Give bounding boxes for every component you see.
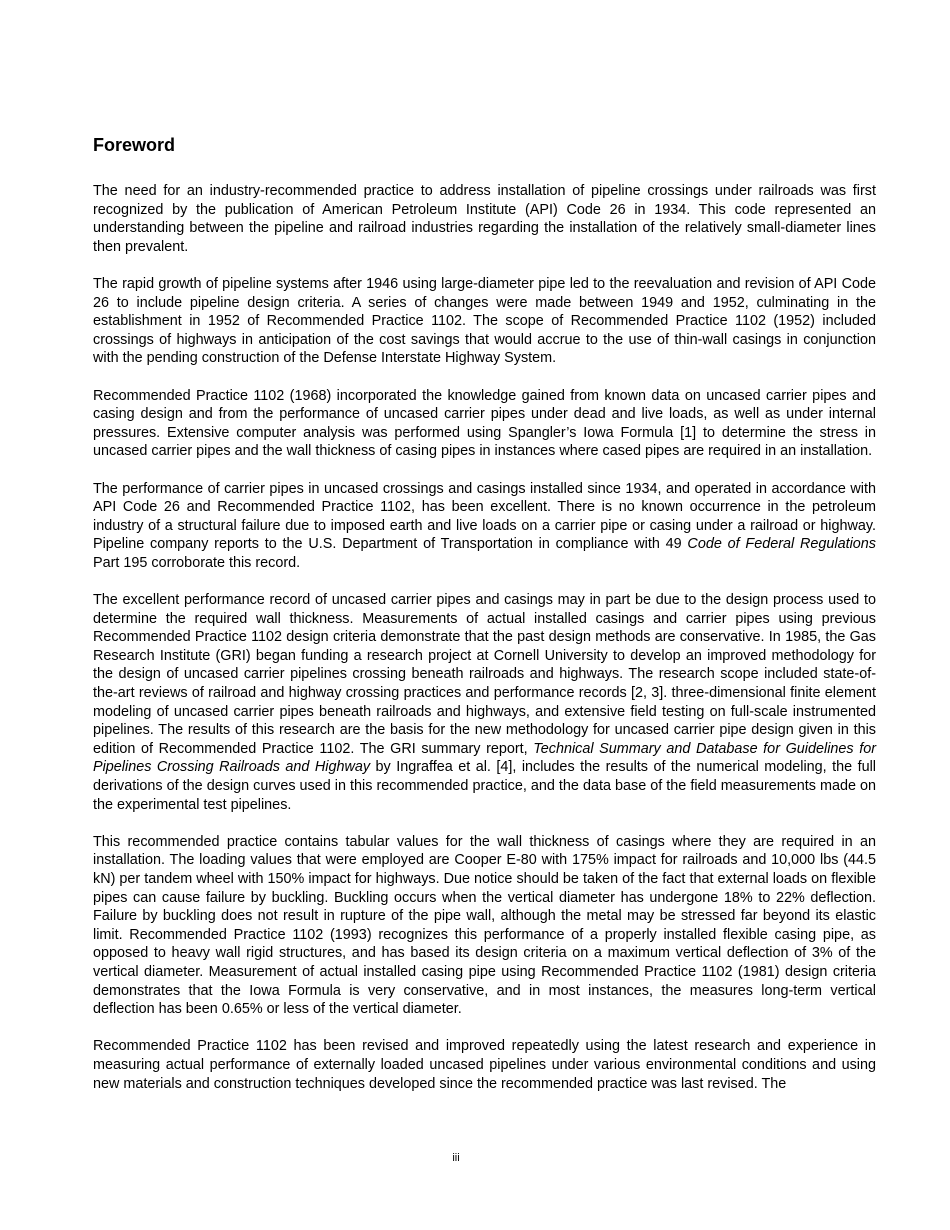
paragraph-text: by Ingraffea et al. [4], includes the results of the numerical modeling, the full derivations of the design curves used in this recommended practice, and the data base of the field measurements made on the experimental test pipelines. [93,759,876,813]
paragraph-gri-research [93,591,876,814]
paragraph-text: Part 195 corroborate this record. [93,554,301,571]
page-content [93,132,876,1112]
italic-title-gri-report: Technical Summary and Database for Guidelines for Pipelines Crossing Railroads and Highway [93,740,876,776]
paragraph-revisions: Recommended Practice 1102 has been revised and improved repeatedly using the latest research and experience in measuring actual performance of externally loaded uncased pipelines under various environmental conditions and using new materials and construction techniques developed since the recommended practice was last revised. The [93,1038,876,1092]
paragraph-performance-record [93,480,876,573]
paragraph-api-code-history: The need for an industry-recommended practice to address installation of pipeline crossings under railroads was first recognized by the publication of American Petroleum Institute (API) Code 26 in 1934. This code represented an understanding between the pipeline and railroad industries regarding the installation of the relatively small-diameter lines then prevalent. [93,183,876,255]
paragraph-text: The excellent performance record of uncased carrier pipes and casings may in part be due to the design process used to determine the required wall thickness. Measurements of actual installed casings and carrier pipes using previous Recommended Practice 1102 design criteria demonstrate that the past design methods are conservative. In 1985, the Gas Research Institute (GRI) began funding a research project at Cornell University to develop an improved methodology for the design of uncased carrier pipelines crossing beneath railroads and highways. The research scope included state-of-the-art reviews of railroad and highway crossing practices and performance records [2, 3]. three-dimensional finite element modeling of uncased carrier pipes beneath railroads and highways, and extensive field testing on full-scale instrumented pipelines. The results of this research are the basis for the new methodology for uncased carrier pipe design given in this edition of Recommended Practice 1102. The GRI summary report, [93,592,876,757]
page-number: iii [452,1152,460,1164]
italic-title-cfr: Code of Federal Regulations [687,536,876,553]
paragraph-text: The performance of carrier pipes in uncased crossings and casings installed since 1934, and operated in accordance with API Code 26 and Recommended Practice 1102, has been excellent. There is no known occurrence in the petroleum industry of a structural failure due to imposed earth and live loads on a carrier pipe or casing under a railroad or highway. Pipeline company reports to the U.S. Department of Transportation in compliance with 49 [93,480,876,553]
paragraph-casing-wall-thickness: This recommended practice contains tabular values for the wall thickness of casings where they are required in an installation. The loading values that were employed are Cooper E-80 with 175% impact for railroads and 10,000 lbs (44.5 kN) per tandem wheel with 150% impact for highways. Due notice should be taken of the fact that external loads on flexible pipes can cause failure by buckling. Buckling occurs when the vertical diameter has undergone 18% to 22% deflection. Failure by buckling does not result in rupture of the pipe wall, although the metal may be stressed far beyond its elastic limit. Recommended Practice 1102 (1993) recognizes this performance of a properly installed flexible casing pipe, as opposed to heavy wall rigid structures, and has based its design criteria on a maximum vertical deflection of 3% of the vertical diameter. Measurement of actual installed casing pipe using Recommended Practice 1102 (1981) design criteria demonstrates that the Iowa Formula is very conservative, and in most instances, the measures long-term vertical deflection has been 0.65% or less of the vertical diameter. [93,833,876,1018]
paragraph-rp1102-1968: Recommended Practice 1102 (1968) incorporated the knowledge gained from known data on uncased carrier pipes and casing design and from the performance of uncased carrier pipes under dead and live loads, as well as under internal pressures. Extensive computer analysis was performed using Spangler’s Iowa Formula [1] to determine the stress in uncased carrier pipes and the wall thickness of casing pipes in instances where cased pipes are required in an installation. [93,387,876,460]
paragraph-pipeline-growth: The rapid growth of pipeline systems after 1946 using large-diameter pipe led to the reevaluation and revision of API Code 26 to include pipeline design criteria. A series of changes were made between 1949 and 1952, culminating in the establishment in 1952 of Recommended Practice 1102. The scope of Recommended Practice 1102 (1952) included crossings of highways in anticipation of the cost savings that would accrue to the use of thin-wall casings in conjunction with the pending construction of the Defense Interstate Highway System. [93,275,876,367]
page-title: Foreword [93,135,176,155]
